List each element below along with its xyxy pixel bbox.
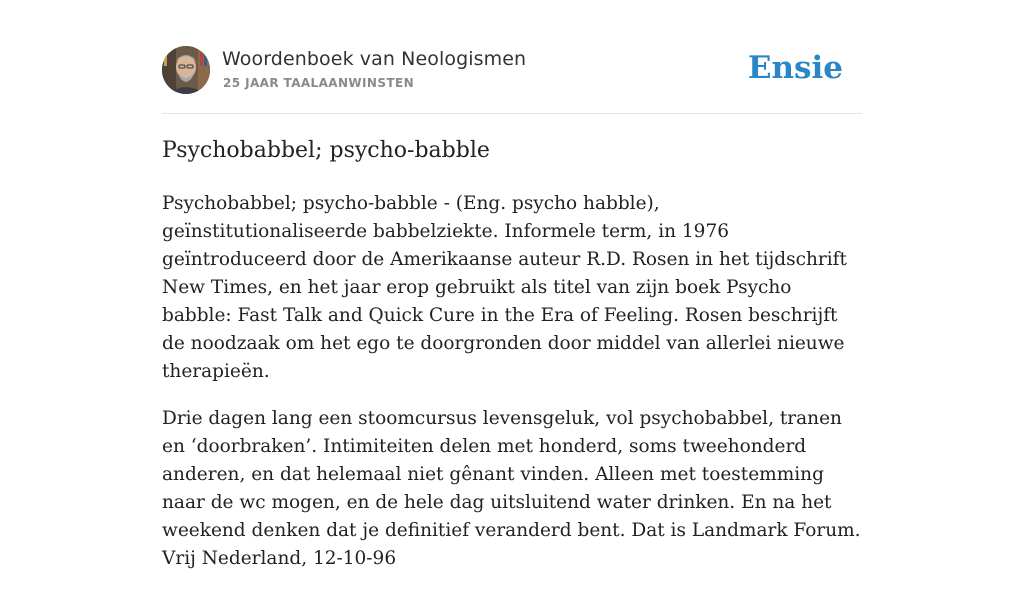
author-avatar-icon[interactable] (162, 46, 210, 94)
article-paragraph: Psychobabbel; psycho-babble - (Eng. psycho habble), geïnstitutionaliseerde babbelziekte. Informele term, in 1976 geïntroduceerd door de Amerikaanse auteur R.D. Rosen in het tijdschrift New Times, en het jaar erop gebruikt als titel van zijn boek Psycho babble: Fast Talk and Quick Cure in the Era of Feeling. Rosen beschrijft de noodzaak om het ego te doorgronden door middel van allerlei nieuwe therapieën. (162, 193, 847, 382)
article-body (162, 190, 862, 592)
site-header (162, 46, 862, 96)
site-title[interactable]: Woordenboek van Neologismen (222, 48, 527, 70)
article-paragraph: Drie dagen lang een stoomcursus levensgeluk, vol psychobabbel, tranen en ‘doorbraken’. Intimiteiten delen met honderd, soms tweehonderd anderen, en dat helemaal niet gênant vinden. Alleen met toestemming naar de wc mogen, en de hele dag uitsluitend water drinken. En na het weekend denken dat je definitief veranderd bent. Dat is Landmark Forum. Vrij Nederland, 12-10-96 (162, 408, 861, 569)
brand-logo[interactable]: Ensie (747, 50, 843, 86)
header-divider (162, 113, 862, 114)
site-subtitle: 25 JAAR TAALAANWINSTEN (223, 76, 415, 90)
article-title: Psychobabbel; psycho-babble (162, 138, 490, 163)
